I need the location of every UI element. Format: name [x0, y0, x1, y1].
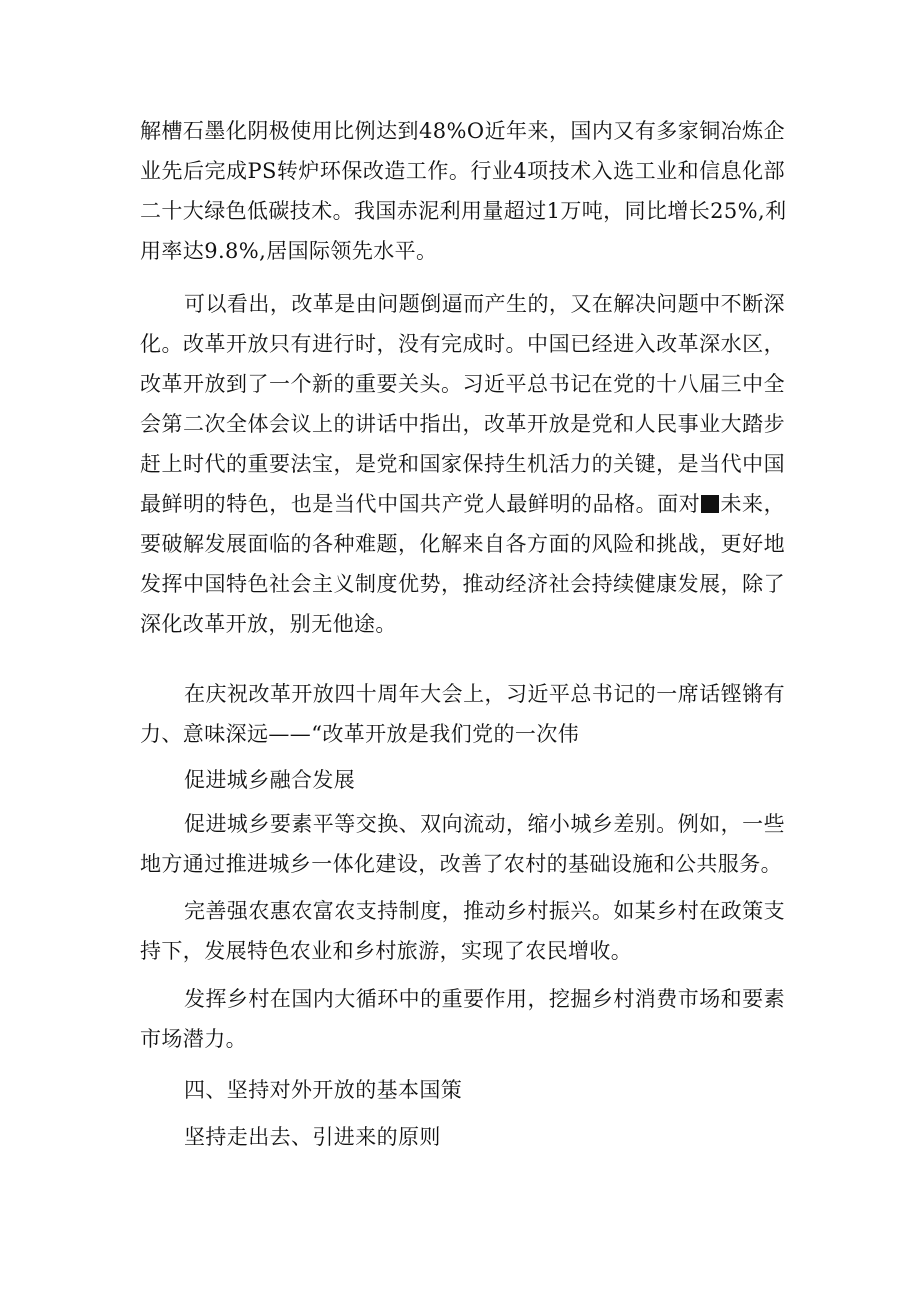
paragraph-3 — [140, 680, 785, 749]
subheading-text: 促进城乡融合发展 — [184, 768, 356, 792]
paragraph-line-with-mark — [140, 490, 785, 519]
paragraph-line: 会第二次全体会议上的讲话中指出，改革开放是党和人民事业大踏步 — [140, 412, 785, 436]
paragraph-2 — [140, 290, 785, 639]
paragraph-line: 要破解发展面临的各种难题，化解来自各方面的风险和挑战，更好地 — [140, 532, 785, 556]
line-text: 最鲜明的特色，也是当代中国共产党人最鲜明的品格。面对 — [140, 492, 701, 516]
paragraph-line: 发挥中国特色社会主义制度优势，推动经济社会持续健康发展，除了 — [140, 572, 785, 596]
paragraph-line: 赶上时代的重要法宝，是党和国家保持生机活力的关键，是当代中国 — [140, 452, 785, 476]
subheading-text: 坚持走出去、引进来的原则 — [184, 1125, 441, 1149]
paragraph-1 — [140, 117, 785, 266]
paragraph-line: 业先后完成PS转炉环保改造工作。行业4项技术入选工业和信息化部 — [140, 159, 785, 183]
paragraph-4 — [140, 810, 785, 879]
paragraph-line: 力、意味深远——“改革开放是我们党的一次伟 — [140, 722, 580, 746]
paragraph-line: 发挥乡村在国内大循环中的重要作用，挖掘乡村消费市场和要素 — [184, 987, 785, 1011]
paragraph-line: 在庆祝改革开放四十周年大会上，习近平总书记的一席话铿锵有 — [184, 682, 785, 706]
line-text-tail: 未来， — [720, 492, 785, 516]
paragraph-line: 持下，发展特色农业和乡村旅游，实现了农民增收。 — [140, 939, 633, 963]
paragraph-line: 改革开放到了一个新的重要关头。习近平总书记在党的十八届三中全 — [140, 372, 785, 396]
paragraph-line: 用率达9.8%,居国际领先水平。 — [140, 239, 438, 263]
black-square-icon — [701, 495, 719, 513]
section-heading — [140, 1076, 785, 1105]
paragraph-line: 市场潜力。 — [140, 1027, 247, 1051]
paragraph-line: 地方通过推进城乡一体化建设，改善了农村的基础设施和公共服务。 — [140, 852, 782, 876]
subheading-1 — [140, 766, 785, 795]
paragraph-line: 二十大绿色低碳技术。我国赤泥利用量超过1万吨，同比增长25%,利 — [140, 199, 787, 223]
paragraph-line: 促进城乡要素平等交换、双向流动，缩小城乡差别。例如，一些 — [184, 812, 785, 836]
subheading-2 — [140, 1123, 785, 1152]
paragraph-5 — [140, 897, 785, 966]
paragraph-line: 完善强农惠农富农支持制度，推动乡村振兴。如某乡村在政策支 — [184, 899, 785, 923]
paragraph-6 — [140, 985, 785, 1054]
paragraph-line: 深化改革开放，别无他途。 — [140, 612, 397, 636]
paragraph-line: 解槽石墨化阴极使用比例达到48%O近年来，国内又有多家铜冶炼企 — [140, 119, 785, 143]
section-heading-text: 四、坚持对外开放的基本国策 — [184, 1078, 463, 1102]
paragraph-line: 可以看出，改革是由问题倒逼而产生的，又在解决问题中不断深 — [184, 292, 785, 316]
paragraph-line: 化。改革开放只有进行时，没有完成时。中国已经进入改革深水区， — [140, 332, 785, 356]
